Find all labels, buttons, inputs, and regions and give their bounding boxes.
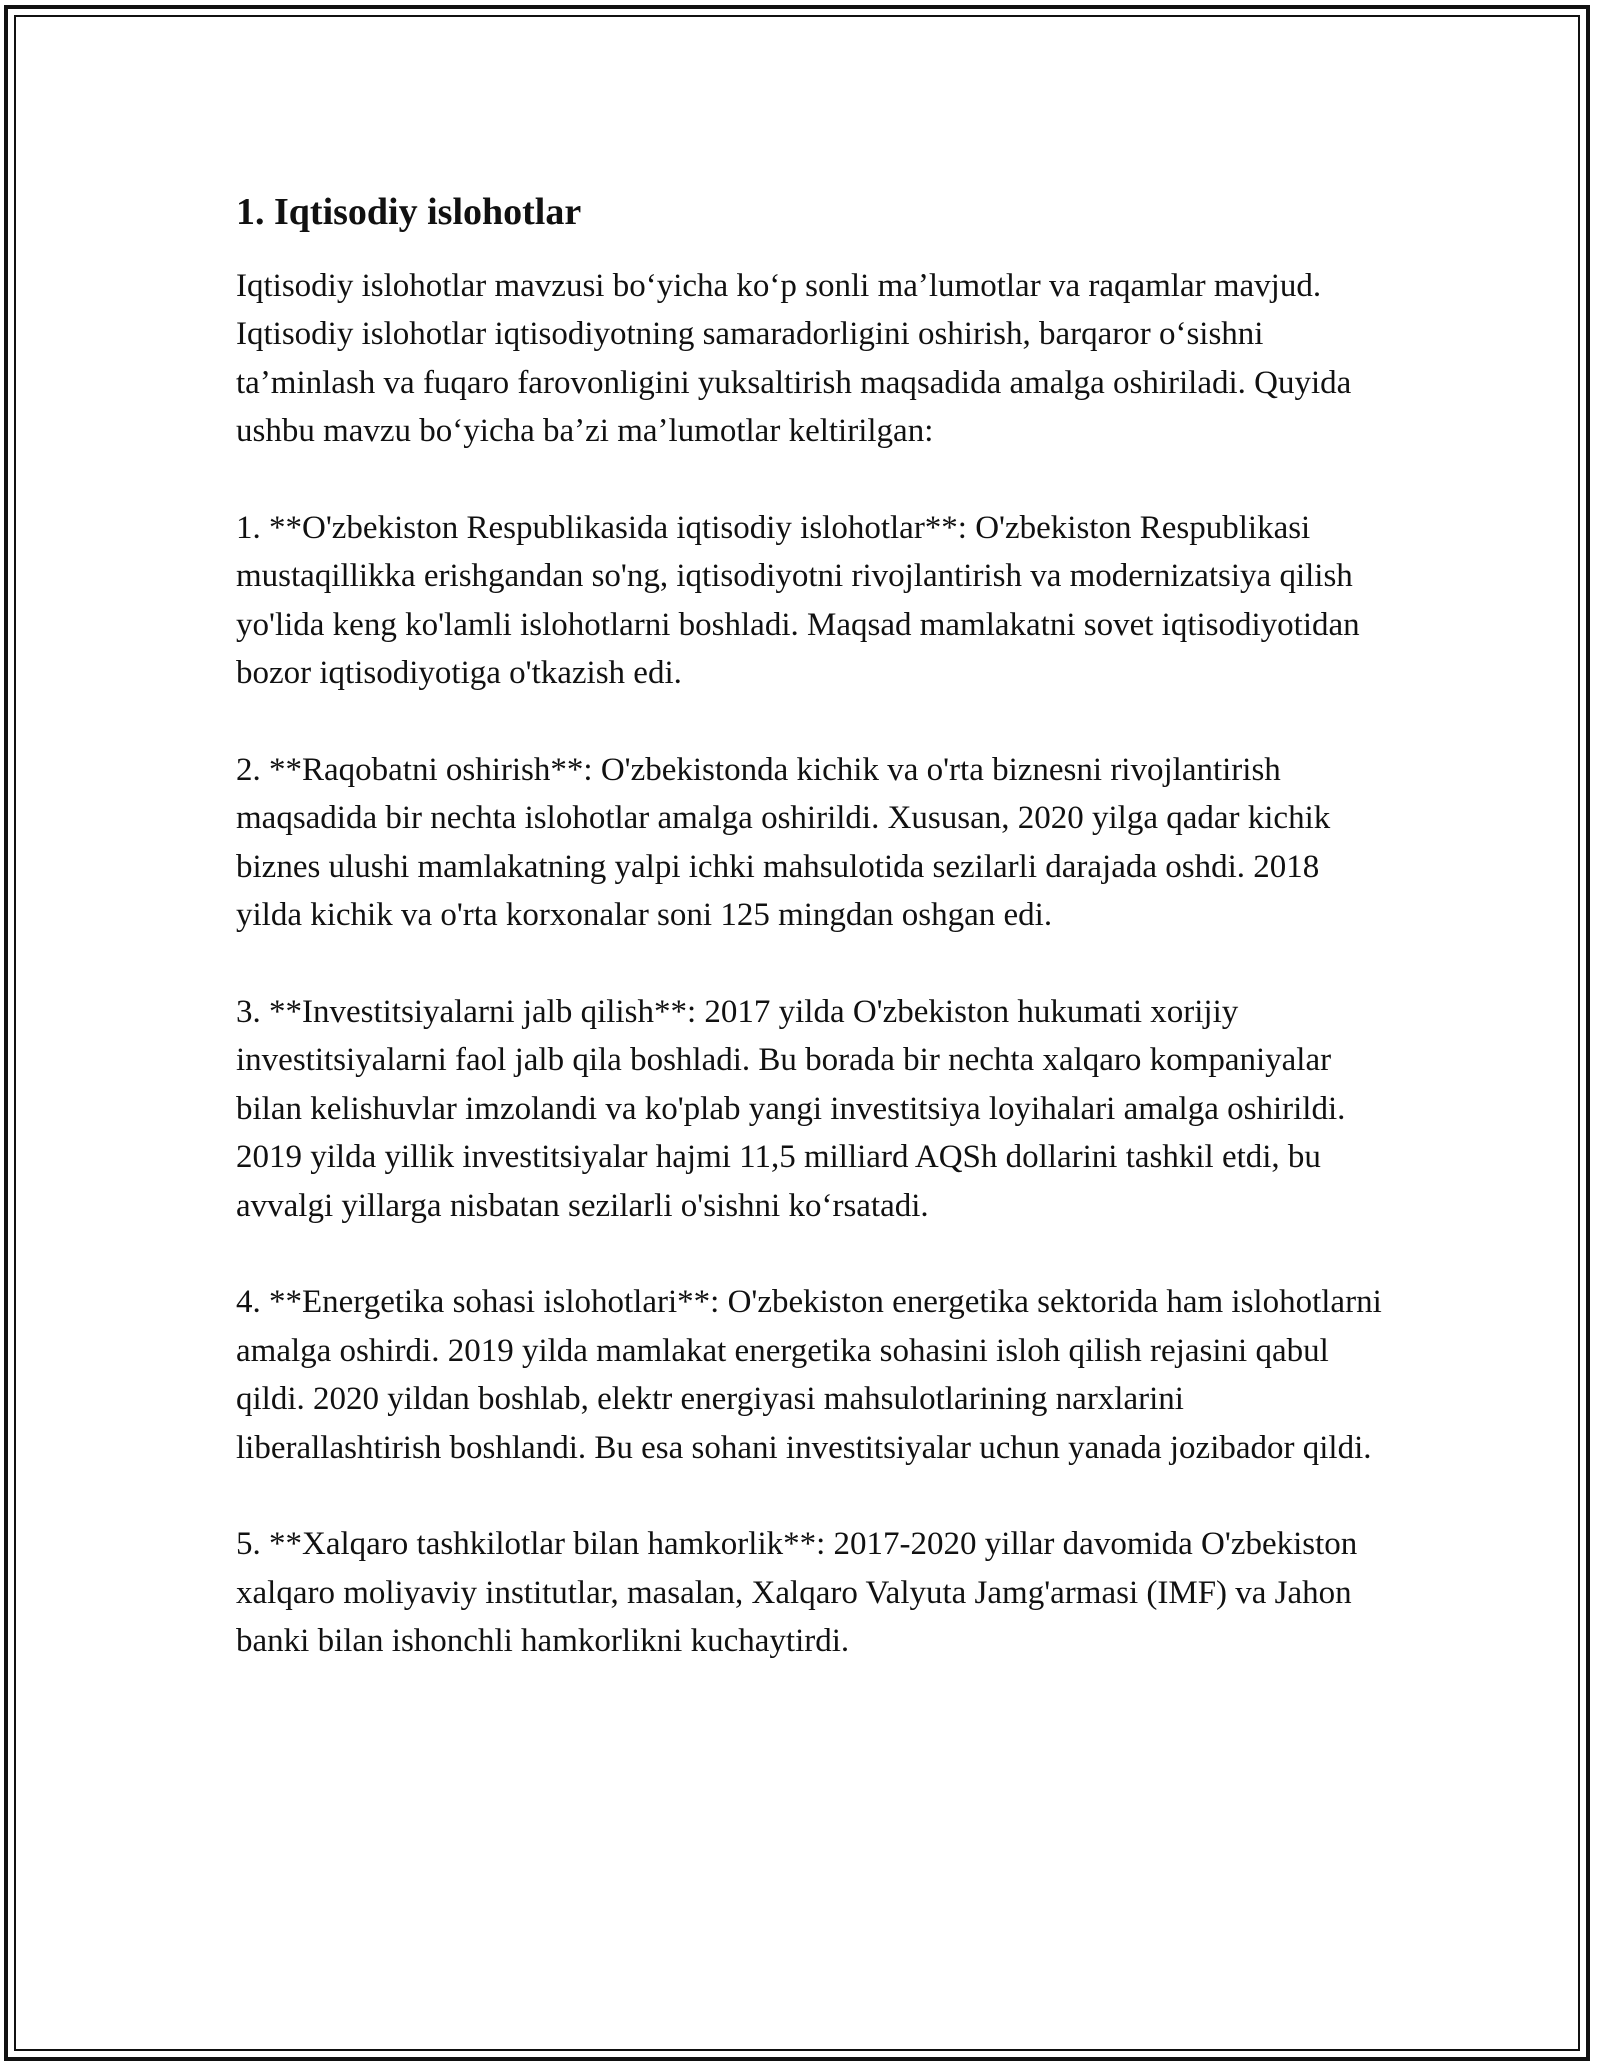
document-body bbox=[236, 186, 1386, 1666]
list-item-1: 1. **O'zbekiston Respublikasida iqtisodiy islohotlar**: O'zbekiston Respublikasi mustaqillikka erishgandan so'ng, iqtisodiyotni rivojlantirish va modernizatsiya qilish yo'lida keng ko'lamli islohotlarni boshladi. Maqsad mamlakatni sovet iqtisodiyotidan bozor iqtisodiyotiga o'tkazish edi. bbox=[236, 510, 1360, 692]
intro-paragraph: Iqtisodiy islohotlar mavzusi boʻyicha koʻp sonli maʼlumotlar va raqamlar mavjud. Iqtisodiy islohotlar iqtisodiyotning samaradorligini oshirish, barqaror oʻsishni taʼminlash va fuqaro farovonligini yuksaltirish maqsadida amalga oshiriladi. Quyida ushbu mavzu boʻyicha baʼzi maʼlumotlar keltirilgan: bbox=[236, 268, 1352, 450]
list-item-2: 2. **Raqobatni oshirish**: O'zbekistonda kichik va o'rta biznesni rivojlantirish maqsadida bir nechta islohotlar amalga oshirildi. Xususan, 2020 yilga qadar kichik biznes ulushi mamlakatning yalpi ichki mahsulotida sezilarli darajada oshdi. 2018 yilda kichik va o'rta korxonalar soni 125 mingdan oshgan edi. bbox=[236, 752, 1331, 934]
list-item-5: 5. **Xalqaro tashkilotlar bilan hamkorlik**: 2017-2020 yillar davomida O'zbekiston xalqaro moliyaviy institutlar, masalan, Xalqaro Valyuta Jamg'armasi (IMF) va Jahon banki bilan ishonchli hamkorlikni kuchaytirdi. bbox=[236, 1526, 1358, 1660]
section-heading: 1. Iqtisodiy islohotlar bbox=[236, 191, 582, 233]
list-item-3: 3. **Investitsiyalarni jalb qilish**: 2017 yilda O'zbekiston hukumati xorijiy investitsiyalarni faol jalb qila boshladi. Bu borada bir nechta xalqaro kompaniyalar bilan kelishuvlar imzolandi va ko'plab yangi investitsiya loyihalari amalga oshirildi. 2019 yilda yillik investitsiyalar hajmi 11,5 milliard AQSh dollarini tashkil etdi, bu avvalgi yillarga nisbatan sezilarli o'sishni koʻrsatadi. bbox=[236, 994, 1346, 1224]
list-item-4: 4. **Energetika sohasi islohotlari**: O'zbekiston energetika sektorida ham islohotlarni amalga oshirdi. 2019 yilda mamlakat energetika sohasini isloh qilish rejasini qabul qildi. 2020 yildan boshlab, elektr energiyasi mahsulotlarining narxlarini liberallashtirish boshlandi. Bu esa sohani investitsiyalar uchun yanada jozibador qildi. bbox=[236, 1284, 1382, 1466]
